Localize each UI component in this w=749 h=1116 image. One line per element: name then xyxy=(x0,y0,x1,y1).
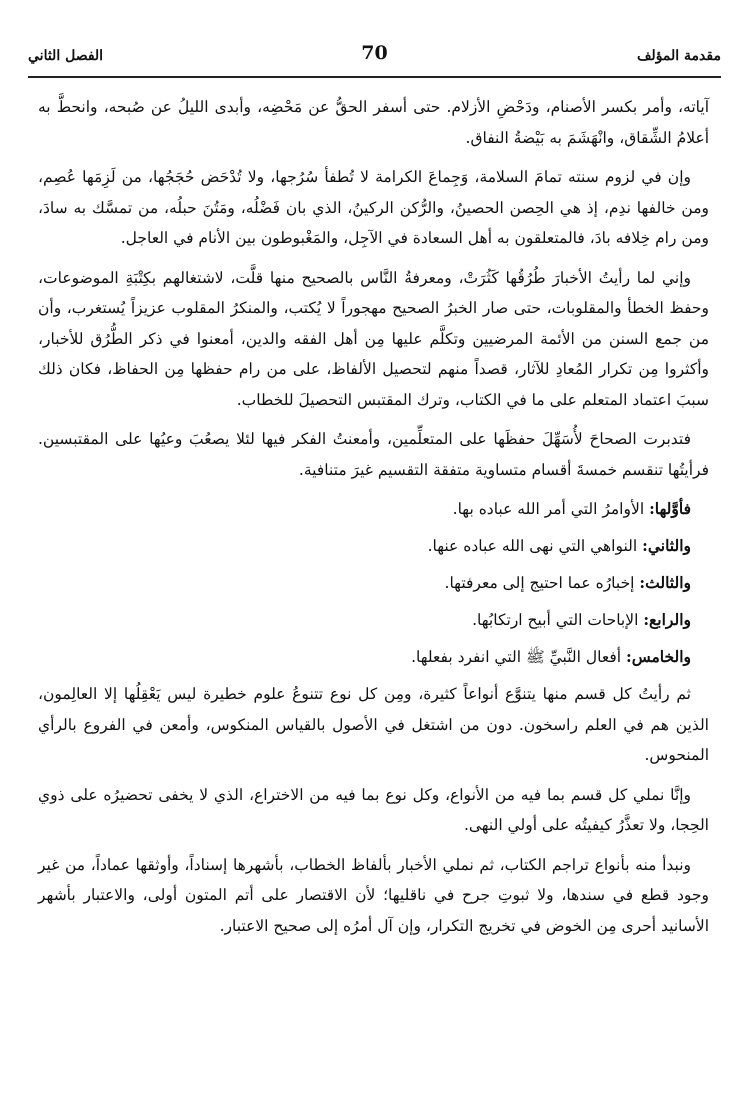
paragraph-7: ونبدأ منه بأنواع تراجم الكتاب، ثم نملي الأخبار بألفاظ الخطاب، بأشهرها إسناداً، وأوثقها عماداً، من غير وجود قطع في سندها، ولا ثبوتِ جرح في ناقليها؛ لأن الاقتصار على أتم المتون أولى، والاعتبار بأشهر الأسانيد أحرى مِن الخوض في تخريج التكرار، وإن آل أمرُه إلى صحيح الاعتبار. xyxy=(38,855,709,935)
running-head-left: الفصل الثاني xyxy=(28,48,104,64)
list-item-label: والثاني: xyxy=(642,536,691,555)
running-head-right: مقدمة المؤلف xyxy=(636,48,721,64)
paragraph-1: آياته، وأمر بكسر الأصنام، ودَحْضِ الأزلام. حتى أسفر الحقُّ عن مَحْضِه، وأبدى الليلُ عن صُبحه، وانحطَّ به أعلامُ الشِّقاق، وانْهَشَمَ به بَيْضةُ النفاق. xyxy=(38,98,709,147)
paragraph-6: وإنَّا نملي كل قسم بما فيه من الأنواع، وكل نوع بما فيه من الاختراع، الذي لا يخفى تحضيرُه على ذوي الحِجا، ولا تعذَّرُ كيفيتُه على أولي النهى. xyxy=(38,785,709,834)
list-item-5 xyxy=(38,642,709,672)
list-item-3 xyxy=(38,568,709,598)
paragraph-4: فتدبرت الصحاحَ لأُسَهِّلَ حفظَها على المتعلِّمين، وأمعنتُ الفكر فيها لئلا يصعُبَ وعيُها على المقتبسين. فرأيتُها تنقسم خمسةَ أقسام متساوية متفقة التقسيم غيرَ متنافية. xyxy=(38,430,709,479)
page-number: 70 xyxy=(361,42,388,64)
list-item-label: فأوَّلها: xyxy=(649,499,691,518)
list-item-text: أفعال النَّبيِّ ﷺ التي انفرد بفعلها. xyxy=(411,648,626,666)
list-item-text: الأوامرُ التي أمر الله عباده بها. xyxy=(452,500,650,518)
list-item-1 xyxy=(38,494,709,524)
list-item-label: والخامس: xyxy=(625,647,691,666)
page-header xyxy=(28,42,721,72)
paragraph-5: ثم رأيتُ كل قسم منها يتنوَّع أنواعاً كثيرة، ومِن كل نوع تتنوعُ علوم خطيرة ليس يَعْقِلُها إلا العالِمون، الذين هم في العلم راسخون. دون من اشتغل في الأصول بالقياس المنكوس، وأمعن في الفروع بالرأي المنحوس. xyxy=(38,685,709,764)
page-body xyxy=(38,92,709,950)
list-item-4 xyxy=(38,605,709,635)
paragraph-2: وإن في لزوم سنته تمامَ السلامة، وَجِماعَ الكرامة لا تُطفأ سُرُجها، ولا تُدْحَض حُجَجُها، من لَزِمَها عُصِم، ومن خالفها ندِم، إذ هي الحِصن الحصينُ، والرُّكن الركينُ، الذي بان فَضْلُه، ومَتُنَ حبلُه، من تمسَّك به سادَ، ومن رام خِلافه بادَ، فالمتعلقون به أهل السعادة في الآجِل، والمَغْبوطون بين الأنام في العاجل. xyxy=(38,168,709,247)
list-item-2 xyxy=(38,531,709,561)
header-rule xyxy=(28,76,721,78)
list-item-text: الإباحات التي أبيح ارتكابُها. xyxy=(472,611,644,629)
paragraph-3: وإني لما رأيتُ الأخبارَ طُرُقُها كَثُرَتْ، ومعرفةُ النَّاس بالصحيح منها قلَّت، لاشتغالهم بكِتْبَةِ الموضوعات، وحفظ الخطأ والمقلوبات، حتى صار الخبرُ الصحيح مهجوراً لا يُكتب، والمنكرُ المقلوب عزيزاً يُستغرب، وأن من جمع السنن من الأئمة المرضيين وتكلَّم عليها مِن أهل الفقه والدين، أمعنوا في ذكر الطُّرُق للأخبار، وأكثروا مِن تكرار المُعادِ للآثار، قصداً منهم لتحصيل الألفاظ، على من رام حفظها مِن الحفاظ، فكان ذلك سببَ اعتماد المتعلم على ما في الكتاب، وترك المقتبس التحصيلَ للخطاب. xyxy=(38,268,709,409)
list-item-text: النواهي التي نهى الله عباده عنها. xyxy=(427,537,643,555)
list-item-label: والرابع: xyxy=(643,610,691,629)
list-item-label: والثالث: xyxy=(639,573,691,592)
list-item-text: إخبارُه عما احتيج إلى معرفتها. xyxy=(444,574,640,592)
